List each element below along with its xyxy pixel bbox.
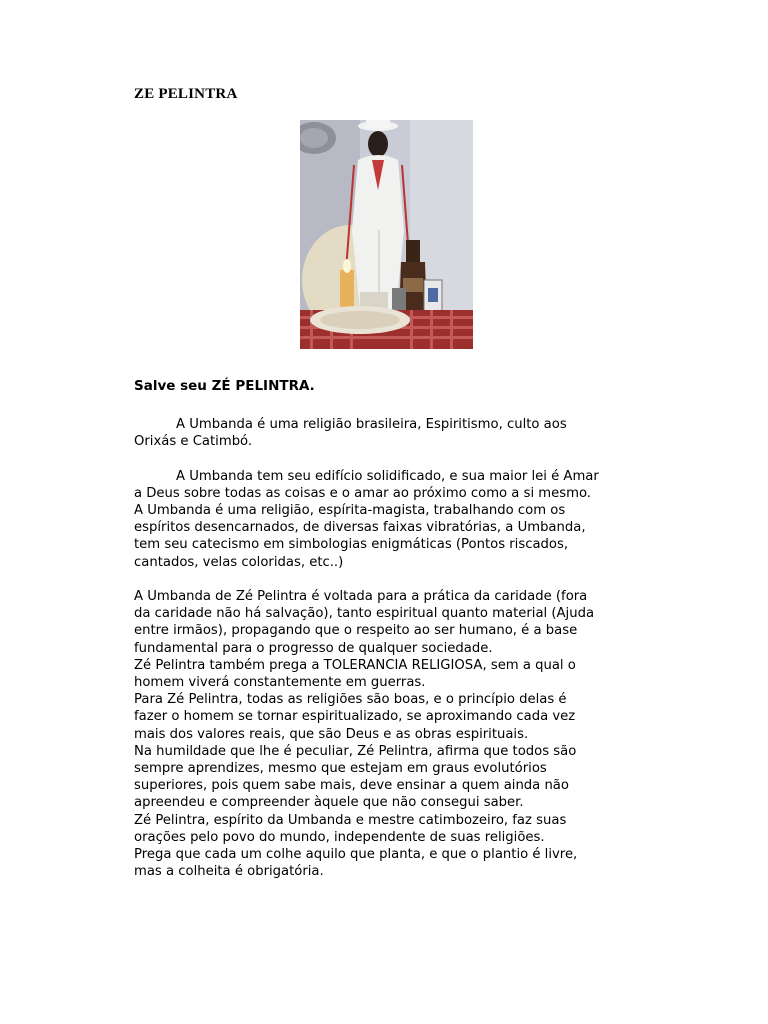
- paragraph-line: fundamental para o progresso de qualquer sociedade.: [134, 640, 493, 656]
- paragraph-line: Zé Pelintra, espírito da Umbanda e mestre catimbozeiro, faz suas: [134, 812, 567, 828]
- paragraph-line: sempre aprendizes, mesmo que estejam em graus evolutórios: [134, 761, 547, 777]
- paragraph-line: Na humildade que lhe é peculiar, Zé Pelintra, afirma que todos são: [134, 743, 577, 759]
- paragraph-line: da caridade não há salvação), tanto espiritual quanto material (Ajuda: [134, 606, 595, 622]
- paragraph-line: A Umbanda é uma religião, espírita-magista, trabalhando com os: [134, 503, 566, 518]
- page-title: ZE PELINTRA: [134, 86, 238, 102]
- paragraph-line: A Umbanda é uma religião brasileira, Espiritismo, culto aos: [176, 417, 567, 432]
- paragraph-line: tem seu catecismo em simbologias enigmáticas (Pontos riscados,: [134, 537, 569, 553]
- section-heading: Salve seu ZÉ PELINTRA.: [134, 378, 315, 394]
- statue-photo: [300, 120, 473, 349]
- paragraph-line: A Umbanda de Zé Pelintra é voltada para a prática da caridade (fora: [134, 589, 588, 604]
- article-body: [134, 416, 644, 880]
- paragraph-line: Para Zé Pelintra, todas as religiões são boas, e o princípio delas é: [134, 692, 567, 708]
- paragraph-line: Prega que cada um colhe aquilo que planta, e que o plantio é livre,: [134, 847, 578, 863]
- paragraph-line: homem viverá constantemente em guerras.: [134, 675, 426, 691]
- paragraph-line: cantados, velas coloridas, etc..): [134, 554, 344, 570]
- paragraph-line: a Deus sobre todas as coisas e o amar ao próximo como a si mesmo.: [134, 485, 592, 501]
- paragraph-line: espíritos desencarnados, de diversas faixas vibratórias, a Umbanda,: [134, 520, 586, 536]
- paragraph-line: fazer o homem se tornar espiritualizado, se aproximando cada vez: [134, 709, 576, 725]
- paragraph-line: superiores, pois quem sabe mais, deve ensinar a quem ainda não: [134, 778, 569, 794]
- paragraph-line: orações pelo povo do mundo, independente de suas religiões.: [134, 829, 545, 845]
- paragraph-line: Orixás e Catimbó.: [134, 434, 253, 450]
- paragraph-line: Zé Pelintra também prega a TOLERANCIA RELIGIOSA, sem a qual o: [134, 657, 576, 673]
- paragraph-line: entre irmãos), propagando que o respeito ao ser humano, é a base: [134, 623, 578, 639]
- paragraph-line: mas a colheita é obrigatória.: [134, 864, 324, 880]
- paragraph-line: mais dos valores reais, que são Deus e as obras espirituais.: [134, 726, 529, 742]
- paragraph-line: apreendeu e compreender àquele que não consegui saber.: [134, 795, 524, 811]
- paragraph-line: A Umbanda tem seu edifício solidificado, e sua maior lei é Amar: [176, 468, 599, 484]
